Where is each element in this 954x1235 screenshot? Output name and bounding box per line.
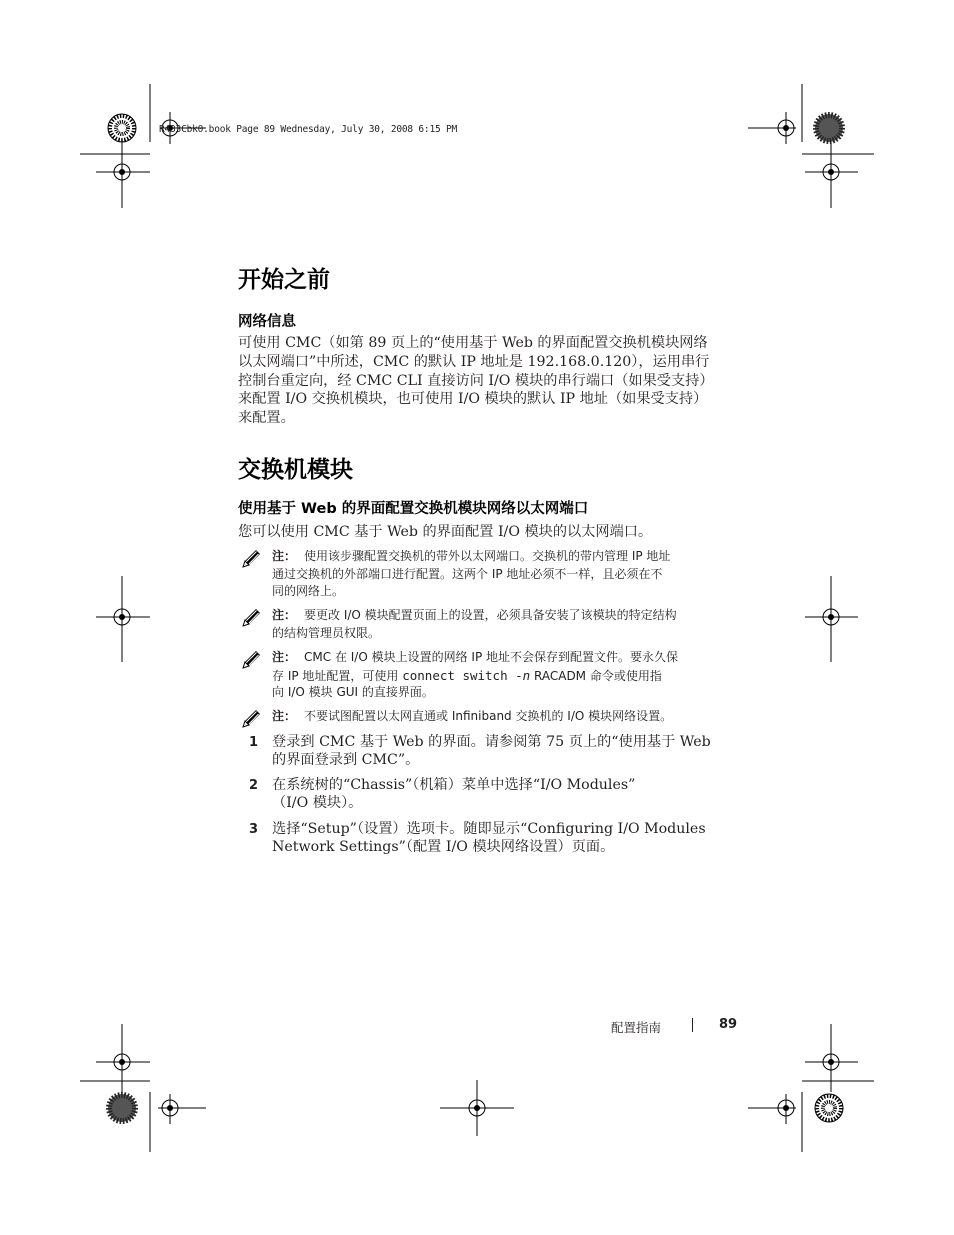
footer-chapter-title: 配置指南	[611, 1020, 662, 1035]
step-line: 选择“Setup”（设置）选项卡。随即显示“Configuring I/O Modules	[272, 821, 706, 837]
print-header: R433Cbk0.book Page 89 Wednesday, July 30, 2008 6:15 PM	[159, 124, 458, 135]
step-line: 登录到 CMC 基于 Web 的界面。请参阅第 75 页上的“使用基于 Web	[272, 734, 711, 750]
note-label: 注：	[272, 650, 297, 664]
pencil-note-icon	[241, 707, 263, 729]
note-label: 注：	[272, 709, 297, 723]
paragraph-line: 控制台重定向，经 CMC CLI 直接访问 I/O 模块的串行端口（如果受支持）	[238, 373, 714, 389]
pencil-note-icon	[241, 547, 263, 569]
paragraph-line: 来配置。	[238, 410, 295, 426]
section-title-switch-module: 交换机模块	[238, 457, 353, 483]
note-label: 注：	[272, 549, 297, 563]
step-line: Network Settings”（配置 I/O 模块网络设置）页面。	[272, 839, 615, 855]
note-line: 通过交换机的外部端口进行配置。这两个 IP 地址必须不一样，且必须在不	[272, 567, 663, 581]
note-line: 同的网络上。	[272, 584, 345, 598]
step-line: （I/O 模块）。	[272, 795, 363, 811]
note-line: 存 IP 地址配置，可使用 connect switch -n RACADM 命令或使用指	[272, 668, 662, 683]
pencil-note-icon	[241, 606, 263, 628]
note-line: 注： CMC 在 I/O 模块上设置的网络 IP 地址不会保存到配置文件。要永久保	[272, 650, 679, 664]
paragraph-line: 可使用 CMC（如第 89 页上的“使用基于 Web 的界面配置交换机模块网络	[238, 335, 708, 351]
section-title-before-you-begin: 开始之前	[238, 267, 330, 293]
command-variable: n	[522, 668, 531, 683]
footer-page-number: 89	[719, 1017, 738, 1032]
note-line: 向 I/O 模块 GUI 的直接界面。	[272, 685, 434, 699]
paragraph-line: 以太网端口”中所述，CMC 的默认 IP 地址是 192.168.0.120），运用串行	[238, 354, 710, 370]
step-number: 2	[249, 778, 259, 793]
subsection-title-network-info: 网络信息	[238, 314, 296, 330]
intro-text: 您可以使用 CMC 基于 Web 的界面配置 I/O 模块的以太网端口。	[238, 524, 653, 540]
note-line: 注： 要更改 I/O 模块配置页面上的设置，必须具备安装了该模块的特定结构	[272, 608, 677, 622]
subsection-title-configure-web: 使用基于 Web 的界面配置交换机模块网络以太网端口	[238, 501, 589, 517]
step-line: 在系统树的“Chassis”（机箱）菜单中选择“I/O Modules”	[272, 777, 636, 793]
step-line: 的界面登录到 CMC”。	[272, 752, 420, 768]
note-line: 的结构管理员权限。	[272, 626, 381, 640]
command-code: connect switch -	[402, 668, 523, 683]
step-number: 1	[249, 735, 259, 750]
paragraph-line: 来配置 I/O 交换机模块，也可使用 I/O 模块的默认 IP 地址（如果受支持）	[238, 391, 708, 407]
pencil-note-icon	[241, 648, 263, 670]
note-label: 注：	[272, 608, 297, 622]
footer-divider	[692, 1018, 693, 1032]
step-number: 3	[249, 822, 259, 837]
note-line: 注： 不要试图配置以太网直通或 Infiniband 交换机的 I/O 模块网络设置。	[272, 709, 673, 723]
note-line: 注： 使用该步骤配置交换机的带外以太网端口。交换机的带内管理 IP 地址	[272, 549, 671, 563]
